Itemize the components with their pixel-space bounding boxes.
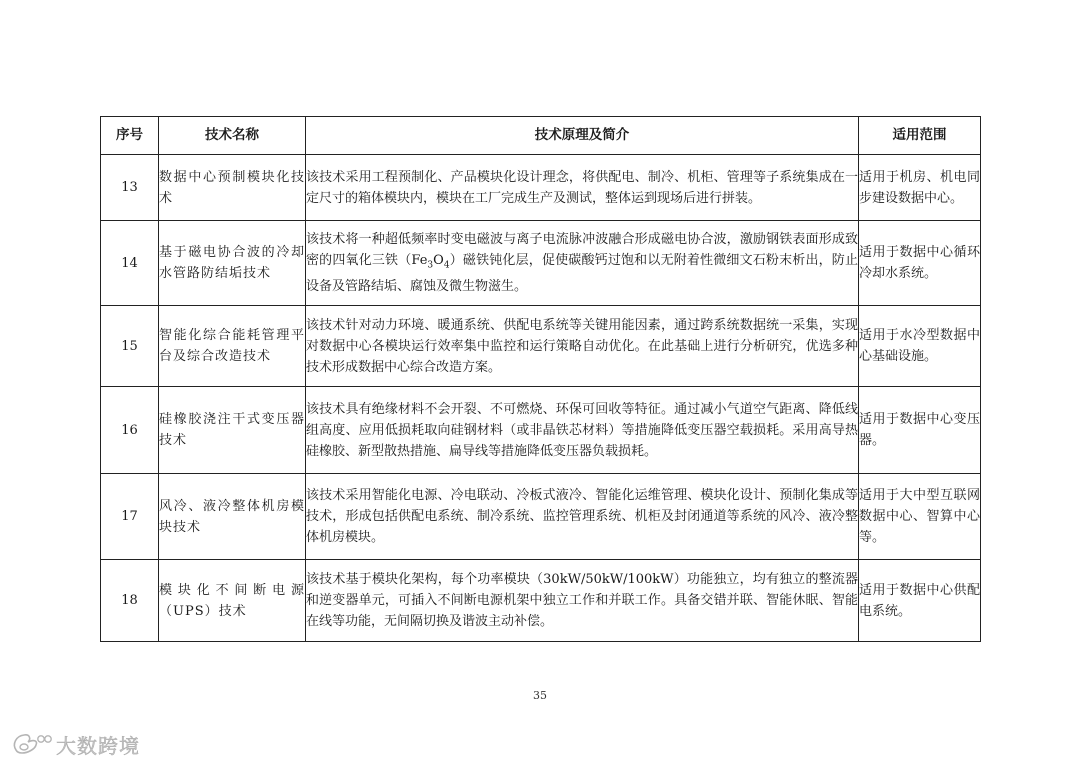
table-row xyxy=(101,221,981,306)
table-header-row xyxy=(101,117,981,155)
header-serial-number: 序号 xyxy=(101,117,159,155)
desc-text-before: 该技术将一种超低频率时变电磁波与离子电流脉冲波融合形成磁电协合波，激励钢铁表面形成致密的四氧化三铁（Fe xyxy=(306,231,858,268)
header-principle-intro: 技术原理及简介 xyxy=(306,117,859,155)
technology-table xyxy=(100,116,981,642)
row-scope: 适用于数据中心变压器。 xyxy=(859,387,981,474)
watermark xyxy=(10,730,140,758)
desc-text-o: O xyxy=(433,252,444,268)
table-row xyxy=(101,474,981,560)
row-technology-name: 基于磁电协合波的冷却水管路防结垢技术 xyxy=(159,221,306,306)
row-technology-name: 智能化综合能耗管理平台及综合改造技术 xyxy=(159,306,306,387)
row-scope: 适用于数据中心供配电系统。 xyxy=(859,560,981,642)
table-row xyxy=(101,306,981,387)
row-scope: 适用于数据中心循环冷却水系统。 xyxy=(859,221,981,306)
row-principle-intro: 该技术具有绝缘材料不会开裂、不可燃烧、环保可回收等特征。通过减小气道空气距离、降低线组高度、应用低损耗取向硅钢材料（或非晶铁芯材料）等措施降低变压器空载损耗。采用高导热硅橡胶、新型散热措施、扁导线等措施降低变压器负载损耗。 xyxy=(306,387,859,474)
row-scope: 适用于水冷型数据中心基础设施。 xyxy=(859,306,981,387)
row-technology-name: 模块化不间断电源（UPS）技术 xyxy=(159,560,306,642)
row-serial-number: 16 xyxy=(101,387,159,474)
row-technology-name: 硅橡胶浇注干式变压器技术 xyxy=(159,387,306,474)
row-serial-number: 13 xyxy=(101,155,159,221)
row-principle-intro: 该技术采用智能化电源、冷电联动、冷板式液冷、智能化运维管理、模块化设计、预制化集成等技术，形成包括供配电系统、制冷系统、监控管理系统、机柜及封闭通道等系统的风冷、液冷整体机房模块。 xyxy=(306,474,859,560)
row-technology-name: 风冷、液冷整体机房模块技术 xyxy=(159,474,306,560)
row-technology-name: 数据中心预制模块化技术 xyxy=(159,155,306,221)
row-serial-number: 18 xyxy=(101,560,159,642)
watermark-text: 大数跨境 xyxy=(56,733,140,758)
row-serial-number: 15 xyxy=(101,306,159,387)
row-serial-number: 17 xyxy=(101,474,159,560)
desc-text-after: ）磁铁钝化层，促使碳酸钙过饱和以无附着性微细文石粉末析出，防止设备及管路结垢、腐蚀及微生物滋生。 xyxy=(306,252,858,295)
page-number: 35 xyxy=(533,689,547,702)
row-principle-intro: 该技术基于模块化架构，每个功率模块（30kW/50kW/100kW）功能独立，均有独立的整流器和逆变器单元，可插入不间断电源机架中独立工作和并联工作。具备交错并联、智能休眠、智能在线等功能，无间隔切换及谐波主动补偿。 xyxy=(306,560,859,642)
subscript-4: 4 xyxy=(443,260,450,271)
header-scope: 适用范围 xyxy=(859,117,981,155)
row-serial-number: 14 xyxy=(101,221,159,306)
row-principle-intro: 该技术针对动力环境、暖通系统、供配电系统等关键用能因素，通过跨系统数据统一采集，实现对数据中心各模块运行效率集中监控和运行策略自动优化。在此基础上进行分析研究，优选多种技术形成数据中心综合改造方案。 xyxy=(306,306,859,387)
row-principle-intro: 该技术采用工程预制化、产品模块化设计理念，将供配电、制冷、机柜、管理等子系统集成在一定尺寸的箱体模块内，模块在工厂完成生产及测试，整体运到现场后进行拼装。 xyxy=(306,155,859,221)
weibo-logo-icon xyxy=(10,730,52,758)
table-row xyxy=(101,560,981,642)
table-row xyxy=(101,387,981,474)
row-principle-intro xyxy=(306,221,859,306)
header-technology-name: 技术名称 xyxy=(159,117,306,155)
subscript-3: 3 xyxy=(427,260,434,271)
table-row xyxy=(101,155,981,221)
row-scope: 适用于大中型互联网数据中心、智算中心等。 xyxy=(859,474,981,560)
row-scope: 适用于机房、机电同步建设数据中心。 xyxy=(859,155,981,221)
